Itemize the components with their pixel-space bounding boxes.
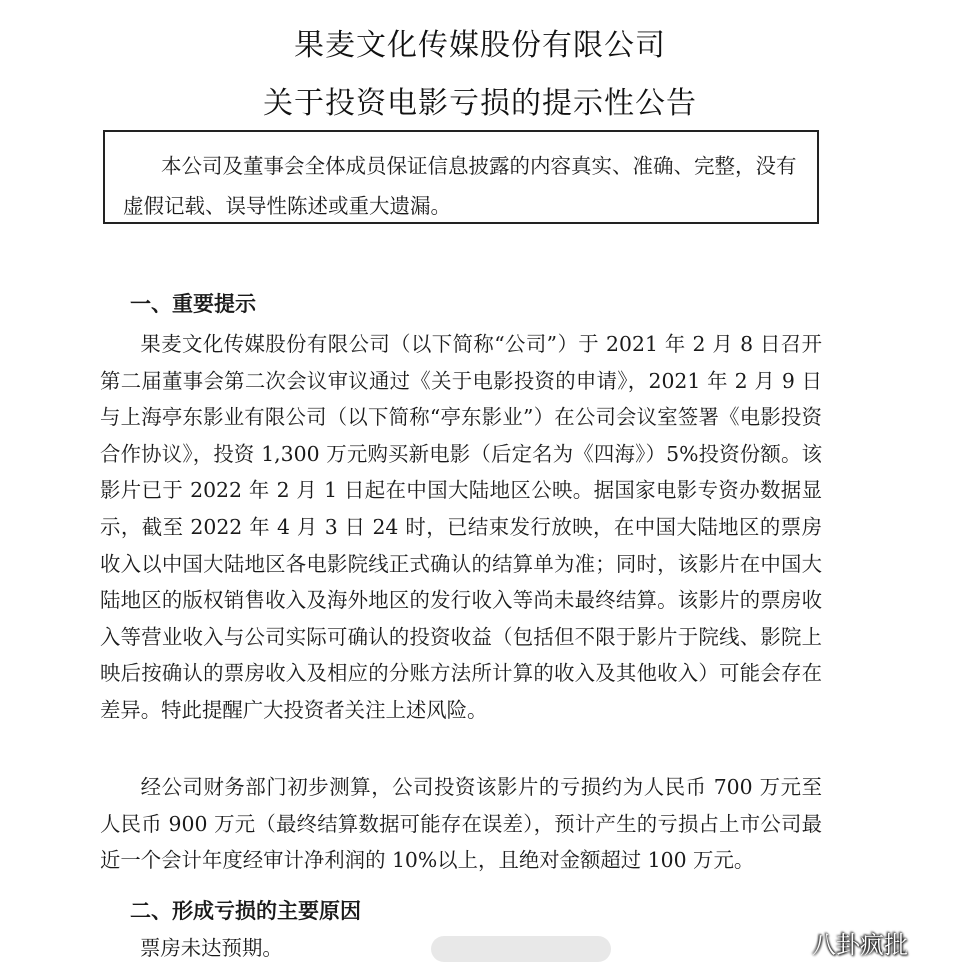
section1-heading: 一、重要提示 <box>130 292 256 316</box>
company-title: 果麦文化传媒股份有限公司 <box>294 28 666 63</box>
section1-paragraph-1 <box>100 326 822 729</box>
section1-paragraph-2-text: 经公司财务部门初步测算，公司投资该影片的亏损约为人民币 700 万元至人民币 900 万元（最终结算数据可能存在误差），预计产生的亏损占上市公司最近一个会计年度经审计净利润的 10%以上，且绝对金额超过 100 万元。 <box>100 775 822 873</box>
watermark-pill <box>431 936 611 962</box>
watermark-text: 八卦疯批 <box>812 931 908 959</box>
notice-text: 本公司及董事会全体成员保证信息披露的内容真实、准确、完整，没有虚假记载、误导性陈述或重大遗漏。 <box>123 154 797 218</box>
section1-paragraph-1-text: 果麦文化传媒股份有限公司（以下简称“公司”）于 2021 年 2 月 8 日召开第二届董事会第二次会议审议通过《关于电影投资的申请》，2021 年 2 月 9 日与上海亭东影业有限公司（以下简称“亭东影业”）在公司会议室签署《电影投资合作协议》，投资 1,300 万元购买新电影（后定名为《四海》）5%投资份额。该影片已于 2022 年 2 月 1 日起在中国大陆地区公映。据国家电影专资办数据显示，截至 2022 年 4 月 3 日 24 时，已结束发行放映，在中国大陆地区的票房收入以中国大陆地区各电影院线正式确认的结算单为准；同时，该影片在中国大陆地区的版权销售收入及海外地区的发行收入等尚未最终结算。该影片的票房收入等营业收入与公司实际可确认的投资收益（包括但不限于影片于院线、影院上映后按确认的票房收入及相应的分账方法所计算的收入及其他收入）可能会存在差异。特此提醒广大投资者关注上述风险。 <box>100 332 822 722</box>
section2-heading: 二、形成亏损的主要原因 <box>130 899 361 923</box>
section1-paragraph-2 <box>100 769 822 879</box>
section2-paragraph-1-text: 票房未达预期。 <box>140 936 283 960</box>
announcement-title: 关于投资电影亏损的提示性公告 <box>263 86 697 121</box>
notice-box <box>103 130 819 224</box>
